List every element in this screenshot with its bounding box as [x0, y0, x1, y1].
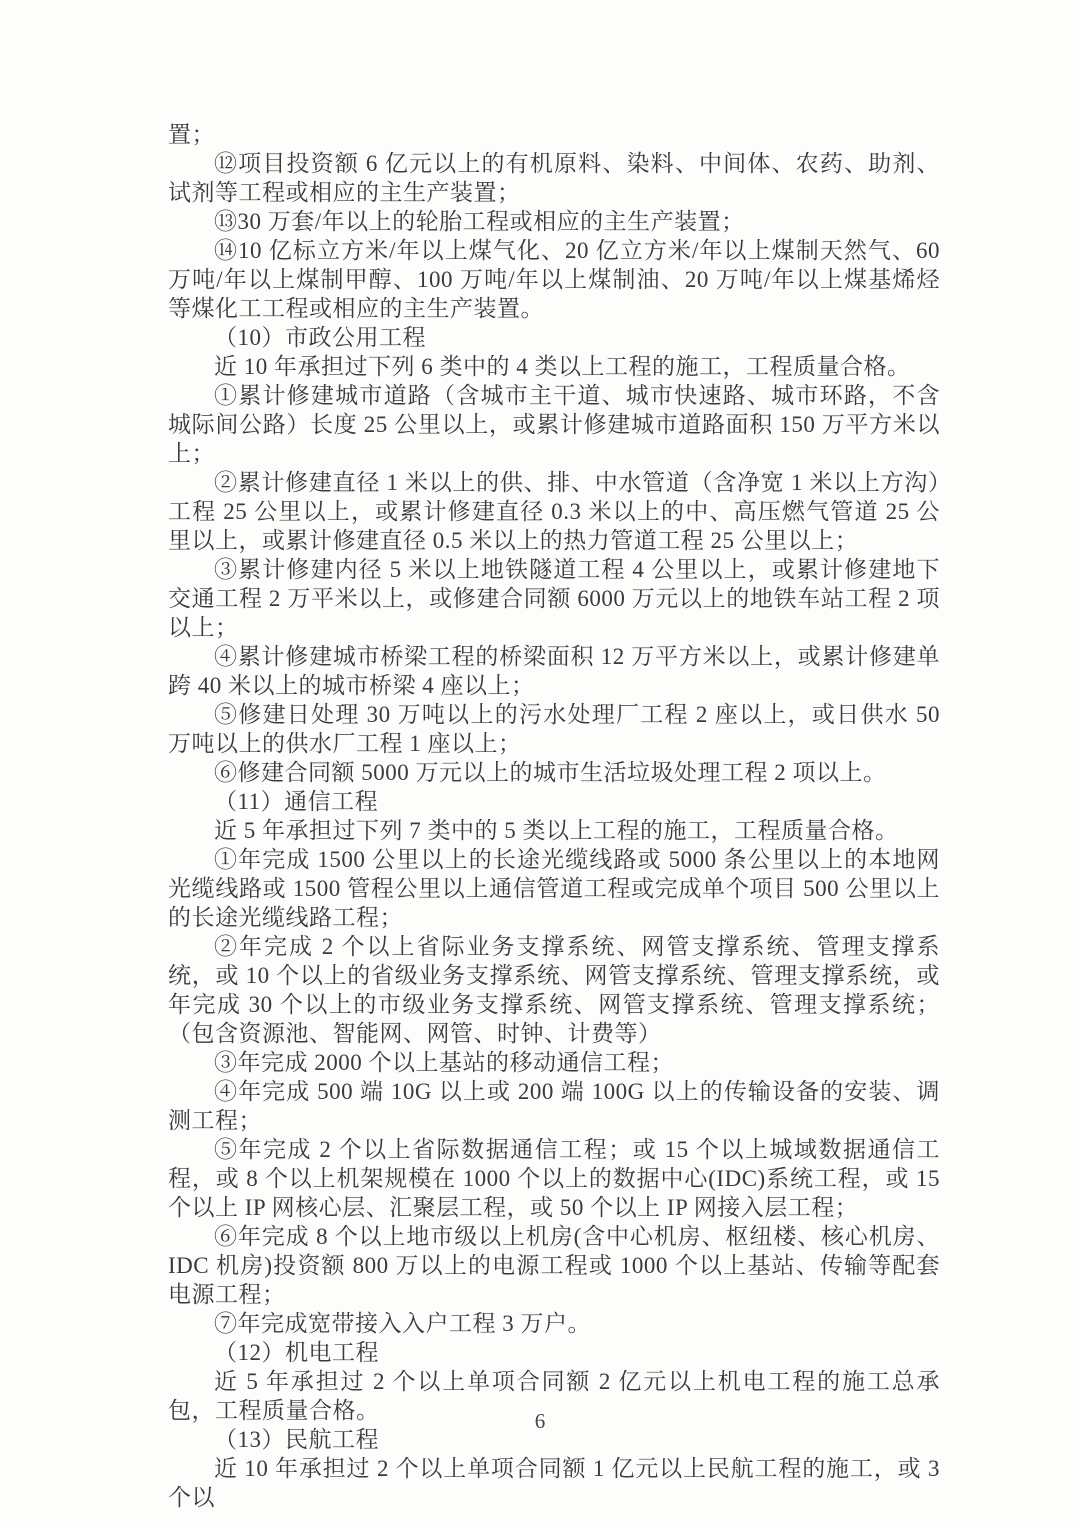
- paragraph: ①累计修建城市道路（含城市主干道、城市快速路、城市环路，不含城际间公路）长度 25 公里以上，或累计修建城市道路面积 150 万平方米以上；: [168, 383, 940, 466]
- paragraph: 近 10 年承担过 2 个以上单项合同额 1 亿元以上民航工程的施工，或 3 个以: [168, 1456, 940, 1510]
- paragraph: （10）市政公用工程: [214, 325, 426, 350]
- paragraph: 置；: [168, 122, 215, 147]
- paragraph: ②年完成 2 个以上省际业务支撑系统、网管支撑系统、管理支撑系统，或 10 个以上的省级业务支撑系统、网管支撑系统、管理支撑系统，或年完成 30 个以上的市级业务支撑系统、网管支撑系统、管理支撑系统；（包含资源池、智能网、网管、时钟、计费等）: [168, 934, 940, 1046]
- paragraph: ④累计修建城市桥梁工程的桥梁面积 12 万平方米以上，或累计修建单跨 40 米以上的城市桥梁 4 座以上；: [168, 644, 940, 698]
- paragraph: ⑥修建合同额 5000 万元以上的城市生活垃圾处理工程 2 项以上。: [214, 760, 887, 785]
- paragraph: ⑤年完成 2 个以上省际数据通信工程；或 15 个以上城域数据通信工程，或 8 个以上机架规模在 1000 个以上的数据中心(IDC)系统工程，或 15 个以上 IP 网核心层、汇聚层工程，或 50 个以上 IP 网接入层工程；: [168, 1137, 940, 1220]
- paragraph: 近 5 年承担过下列 7 类中的 5 类以上工程的施工，工程质量合格。: [214, 818, 899, 843]
- paragraph: （13）民航工程: [214, 1427, 379, 1452]
- paragraph: ⑥年完成 8 个以上地市级以上机房(含中心机房、枢纽楼、核心机房、IDC 机房)投资额 800 万以上的电源工程或 1000 个以上基站、传输等配套电源工程；: [168, 1224, 940, 1307]
- page-number: 6: [534, 1409, 546, 1433]
- paragraph: ⑫项目投资额 6 亿元以上的有机原料、染料、中间体、农药、助剂、试剂等工程或相应的主生产装置；: [168, 151, 940, 205]
- paragraph: ③年完成 2000 个以上基站的移动通信工程；: [214, 1050, 674, 1075]
- document-body: [168, 120, 940, 1512]
- paragraph: ⑭10 亿标立方米/年以上煤气化、20 亿立方米/年以上煤制天然气、60 万吨/年以上煤制甲醇、100 万吨/年以上煤制油、20 万吨/年以上煤基烯烃等煤化工工程或相应的主生产装置。: [168, 238, 940, 321]
- paragraph: ⑬30 万套/年以上的轮胎工程或相应的主生产装置；: [214, 209, 745, 234]
- paragraph: 近 5 年承担过 2 个以上单项合同额 2 亿元以上机电工程的施工总承包，工程质量合格。: [168, 1369, 940, 1423]
- paragraph: ④年完成 500 端 10G 以上或 200 端 100G 以上的传输设备的安装、调测工程；: [168, 1079, 940, 1133]
- paragraph: ①年完成 1500 公里以上的长途光缆线路或 5000 条公里以上的本地网光缆线路或 1500 管程公里以上通信管道工程或完成单个项目 500 公里以上的长途光缆线路工程；: [168, 847, 940, 930]
- paragraph: ⑦年完成宽带接入入户工程 3 万户。: [214, 1311, 591, 1336]
- paragraph: 近 10 年承担过下列 6 类中的 4 类以上工程的施工，工程质量合格。: [214, 354, 911, 379]
- paragraph: （11）通信工程: [214, 789, 379, 814]
- paragraph: ⑤修建日处理 30 万吨以上的污水处理厂工程 2 座以上，或日供水 50 万吨以上的供水厂工程 1 座以上；: [168, 702, 940, 756]
- paragraph: ②累计修建直径 1 米以上的供、排、中水管道（含净宽 1 米以上方沟）工程 25 公里以上，或累计修建直径 0.3 米以上的中、高压燃气管道 25 公里以上，或累计修建直径 0.5 米以上的热力管道工程 25 公里以上；: [168, 470, 940, 553]
- paragraph: ③累计修建内径 5 米以上地铁隧道工程 4 公里以上，或累计修建地下交通工程 2 万平米以上，或修建合同额 6000 万元以上的地铁车站工程 2 项以上；: [168, 557, 940, 640]
- paragraph: （12）机电工程: [214, 1340, 379, 1365]
